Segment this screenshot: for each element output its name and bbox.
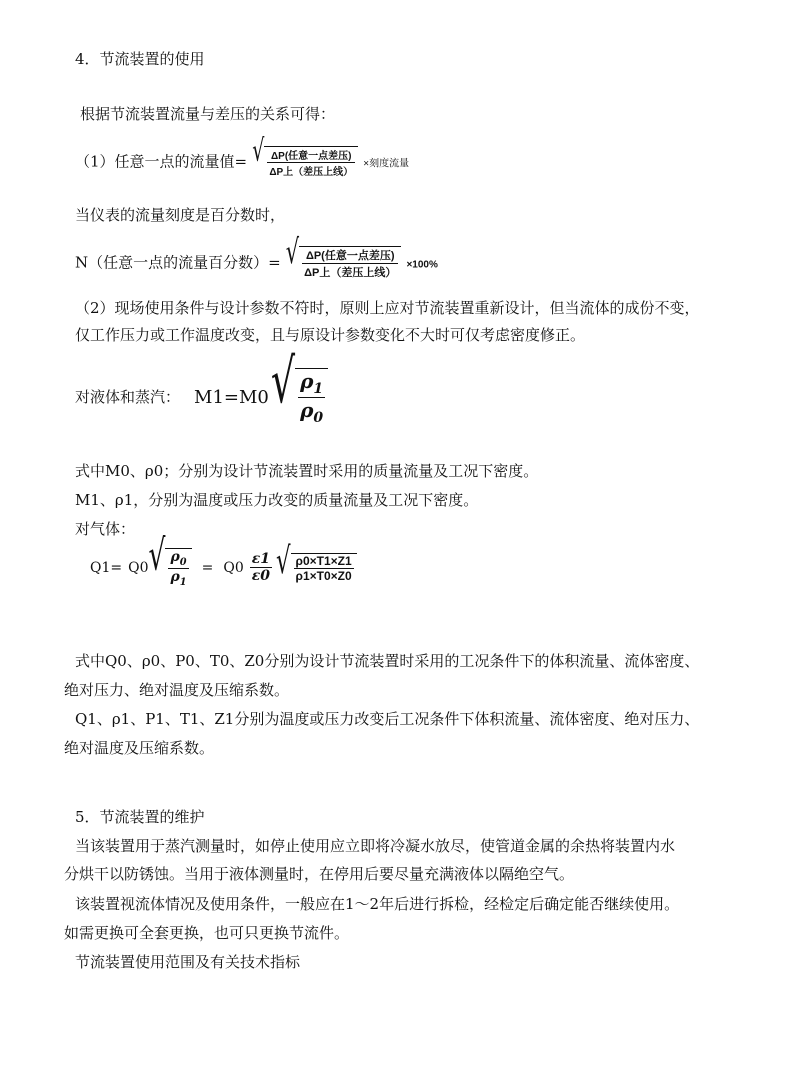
formula-liquid bbox=[75, 345, 328, 426]
liquid-where-2: M1、ρ1，分别为温度或压力改变的质量流量及工况下密度。 bbox=[75, 491, 479, 509]
section-5-para-1b: 分烘干以防锈蚀。当用于液体测量时，在停用后要尽量充满液体以隔绝空气。 bbox=[64, 865, 575, 883]
percent-intro: 当仪表的流量刻度是百分数时， bbox=[75, 206, 286, 224]
section-4-title: 4．节流装置的使用 bbox=[75, 50, 205, 68]
sqrt-icon: √ bbox=[270, 345, 296, 417]
item-2-line-2: 仅工作压力或工作温度改变，且与原设计参数变化不大时可仅考虑密度修正。 bbox=[75, 326, 586, 344]
gas-eps1: ε1 bbox=[251, 551, 270, 568]
liquid-where-1: 式中M0、ρ0；分别为设计节流装置时采用的质量流量及工况下密度。 bbox=[75, 462, 539, 480]
formula-n-sqrt bbox=[285, 232, 402, 280]
gas-rho1: $\rho_1$ bbox=[170, 568, 187, 588]
section-5-para-1a: 当该装置用于蒸汽测量时，如停止使用应立即将冷凝水放尽，使管道金属的余热将装置内水 bbox=[75, 837, 676, 855]
sqrt-icon: √ bbox=[276, 540, 291, 583]
sqrt-icon: √ bbox=[148, 531, 166, 581]
formula-n-label: N（任意一点的流量百分数）= bbox=[75, 253, 281, 272]
section-5-title: 5．节流装置的维护 bbox=[75, 808, 205, 826]
sqrt-icon: √ bbox=[252, 133, 265, 169]
rho-0-symbol: ρ bbox=[300, 398, 314, 422]
section-5-para-2b: 如需更换可全套更换，也可只更换节流件。 bbox=[64, 924, 350, 942]
formula-percent bbox=[75, 232, 438, 280]
liquid-label: 对液体和蒸汽： bbox=[75, 388, 181, 406]
gas-where-1b: 绝对压力、绝对温度及压缩系数。 bbox=[64, 681, 290, 699]
gas-q1: Q1= bbox=[90, 559, 123, 576]
liquid-lhs: M1=M0 bbox=[194, 386, 269, 408]
formula-1-denominator: ΔP上（差压上线） bbox=[269, 167, 354, 178]
gas-denominator: ρ1×T0×Z0 bbox=[295, 568, 352, 583]
gas-where-2b: 绝对温度及压缩系数。 bbox=[64, 739, 215, 757]
gas-sqrt-2 bbox=[276, 540, 357, 583]
item-2-line-1: （2）现场使用条件与设计参数不符时，原则上应对节流装置重新设计，但当流体的成份不变， bbox=[75, 299, 700, 317]
gas-eps0: ε0 bbox=[251, 568, 270, 585]
sqrt-icon: √ bbox=[285, 232, 300, 271]
section-5-para-3: 节流装置使用范围及有关技术指标 bbox=[75, 953, 301, 971]
formula-1-suffix: ×刻度流量 bbox=[363, 158, 410, 170]
rho-1-symbol: ρ bbox=[300, 369, 314, 393]
formula-1-sqrt bbox=[252, 133, 358, 178]
liquid-sqrt bbox=[270, 345, 328, 426]
gas-where-2a: Q1、ρ1、P1、T1、Z1分别为温度或压力改变后工况条件下体积流量、流体密度、绝对压力、 bbox=[75, 710, 700, 728]
formula-1-numerator: ΔP(任意一点差压) bbox=[270, 151, 352, 162]
rho-0-subscript: 0 bbox=[313, 410, 324, 426]
gas-rho0: $\rho_0$ bbox=[170, 549, 187, 568]
gas-label: 对气体： bbox=[75, 520, 136, 538]
section-5-para-2a: 该装置视流体情况及使用条件，一般应在1～2年后进行拆检，经检定后确定能否继续使用。 bbox=[75, 895, 680, 913]
formula-gas bbox=[90, 531, 357, 588]
formula-flow-value bbox=[75, 133, 410, 178]
formula-n-suffix: ×100% bbox=[406, 259, 438, 271]
formula-1-label: （1）任意一点的流量值= bbox=[75, 152, 248, 171]
formula-n-denominator: ΔP上（差压上线） bbox=[304, 267, 397, 279]
gas-sqrt-1 bbox=[148, 531, 192, 588]
formula-n-numerator: ΔP(任意一点差压) bbox=[305, 250, 395, 262]
section-4-intro: 根据节流装置流量与差压的关系可得： bbox=[80, 105, 336, 123]
gas-numerator: ρ0×T1×Z1 bbox=[295, 553, 352, 568]
rho-1-subscript: 1 bbox=[313, 381, 324, 397]
gas-equals: = bbox=[201, 559, 214, 576]
gas-q0-b: Q0 bbox=[223, 559, 244, 576]
gas-q0-a: Q0 bbox=[128, 559, 149, 576]
gas-where-1a: 式中Q0、ρ0、P0、T0、Z0分别为设计节流装置时采用的工况条件下的体积流量、流体密度、 bbox=[75, 652, 700, 670]
